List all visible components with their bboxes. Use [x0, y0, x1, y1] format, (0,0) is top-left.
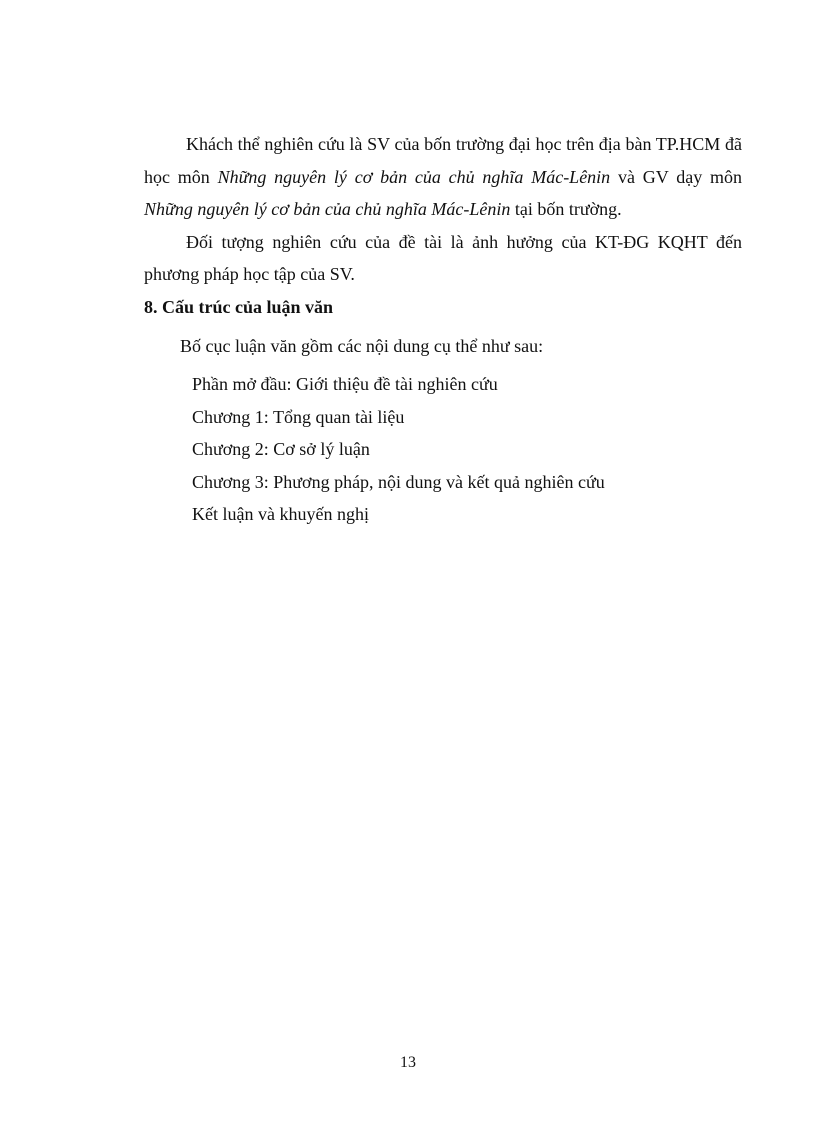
course-name-italic: Những nguyên lý cơ bản của chủ nghĩa Mác-Lênin [144, 199, 511, 219]
structure-item-conclusion: Kết luận và khuyến nghị [192, 504, 369, 524]
paragraph-text: và GV dạy môn [610, 166, 742, 187]
structure-item-chapter-3: Chương 3: Phương pháp, nội dung và kết quả nghiên cứu [192, 471, 605, 492]
section-heading: 8. Cấu trúc của luận văn [144, 296, 334, 317]
paragraph-text: tại bốn trường. [510, 199, 622, 219]
page-content [144, 128, 742, 531]
structure-intro: Bố cục luận văn gồm các nội dung cụ thể như sau: [180, 336, 544, 356]
structure-list [144, 368, 742, 531]
structure-item-chapter-1: Chương 1: Tổng quan tài liệu [192, 406, 405, 427]
research-subject-paragraph [144, 128, 742, 226]
page-number: 13 [400, 1054, 416, 1071]
paragraph-text: Khách thể nghiên cứu là SV của bốn trường đại học trên địa bàn TP.HCM đã học môn [144, 134, 742, 187]
course-name-italic: Những nguyên lý cơ bản của chủ nghĩa Mác-Lênin [217, 166, 611, 187]
structure-item-chapter-2: Chương 2: Cơ sở lý luận [192, 439, 370, 459]
research-object-paragraph: Đối tượng nghiên cứu của đề tài là ảnh hưởng của KT-ĐG KQHT đến phương pháp học tập của SV. [144, 231, 742, 284]
structure-item-intro: Phần mở đầu: Giới thiệu đề tài nghiên cứu [192, 374, 498, 394]
